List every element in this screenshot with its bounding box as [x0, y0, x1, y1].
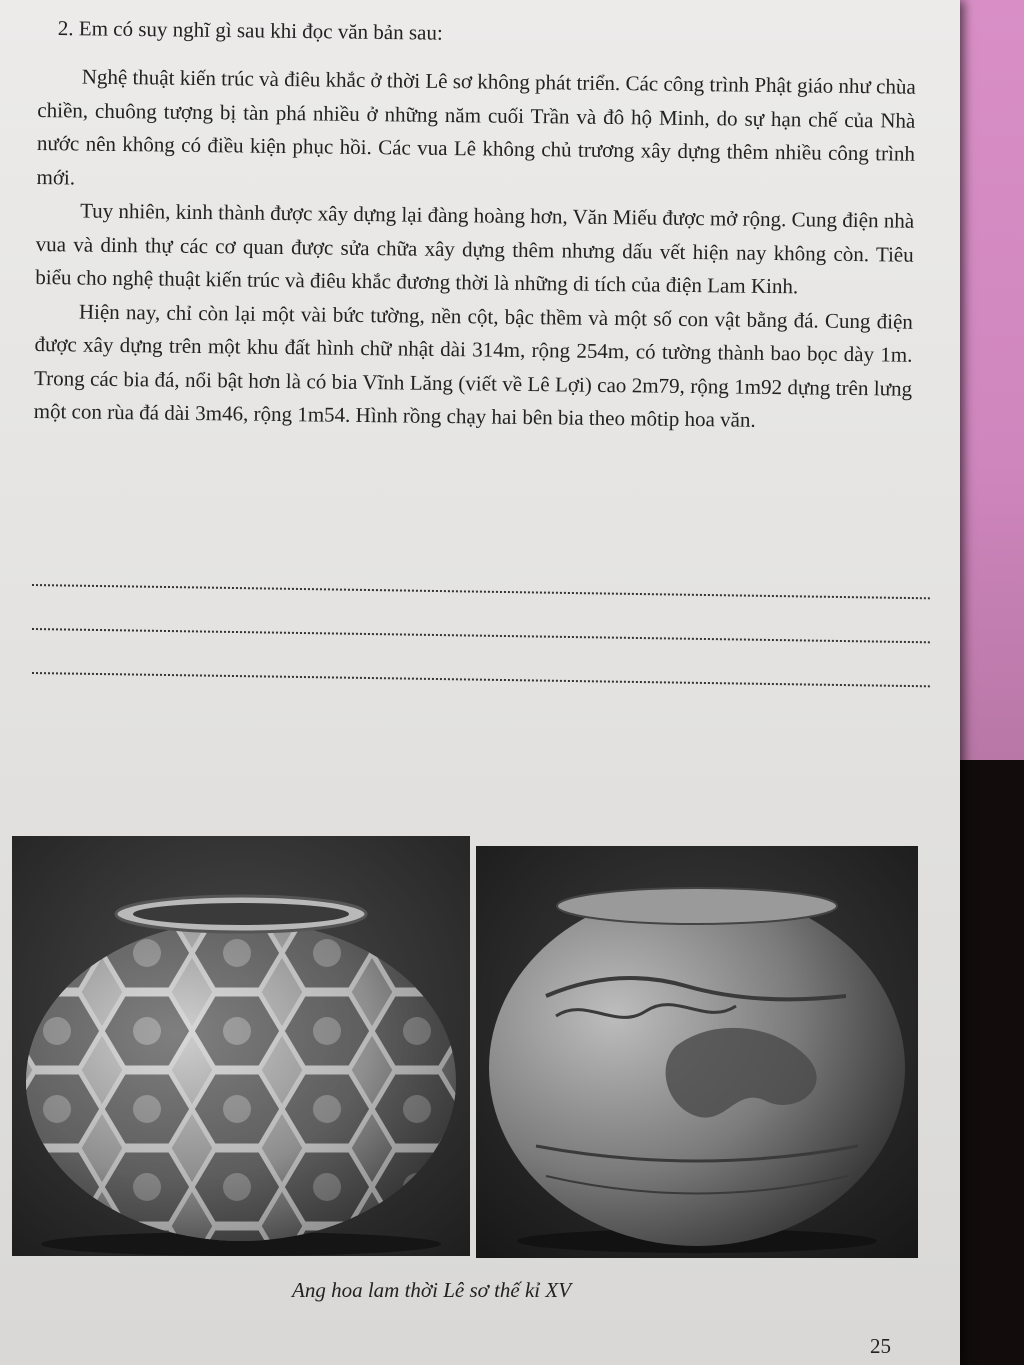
answer-line-3[interactable]: [32, 672, 930, 687]
hexagon-pattern-jar-image: [12, 836, 470, 1256]
passage-paragraph-2: Tuy nhiên, kinh thành được xây dựng lại đàng hoàng hơn, Văn Miếu được mở rộng. Cung điện nhà vua và dinh thự các cơ quan được sửa chữa xây dựng thêm nhưng dấu vết hiện nay không còn. Tiêu biểu cho nghệ thuật kiến trúc và điêu khắc đương thời là những di tích của điện Lam Kinh.: [35, 198, 915, 299]
figure-caption: Ang hoa lam thời Lê sơ thế kỉ XV: [292, 1278, 572, 1302]
page-number: 25: [870, 1334, 891, 1358]
jar-photo-left: [12, 836, 470, 1256]
dragon-pattern-jar-image: [476, 846, 918, 1258]
answer-line-1[interactable]: [32, 584, 930, 599]
jar-photo-right: [476, 846, 918, 1258]
passage-paragraph-3: Hiện nay, chỉ còn lại một vài bức tường, nền cột, bậc thềm và một số con vật bằng đá. Cung điện được xây dựng trên một khu đất hình chữ nhật dài 314m, rộng 254m, có tường thành bao bọc dày 1m. Trong các bia đá, nổi bật hơn là có bia Vĩnh Lăng (viết về Lê Lợi) cao 2m79, rộng 1m92 dựng trên lưng một con rùa đá dài 3m46, rộng 1m54. Hình rồng chạy hai bên bia theo môtip hoa văn.: [33, 299, 914, 432]
answer-line-2[interactable]: [32, 628, 930, 643]
passage: [33, 60, 915, 439]
question-heading: 2. Em có suy nghĩ gì sau khi đọc văn bản sau:: [57, 16, 443, 45]
passage-paragraph-1: Nghệ thuật kiến trúc và điêu khắc ở thời Lê sơ không phát triển. Các công trình Phật giáo như chùa chiền, chuông tượng bị tàn phá nhiều ở những năm cuối Trần và đô hộ Minh, do sự hạn chế của Nhà nước nên không có điều kiện phục hồi. Các vua Lê không chủ trương xây dựng thêm nhiều công trình mới.: [36, 64, 916, 189]
